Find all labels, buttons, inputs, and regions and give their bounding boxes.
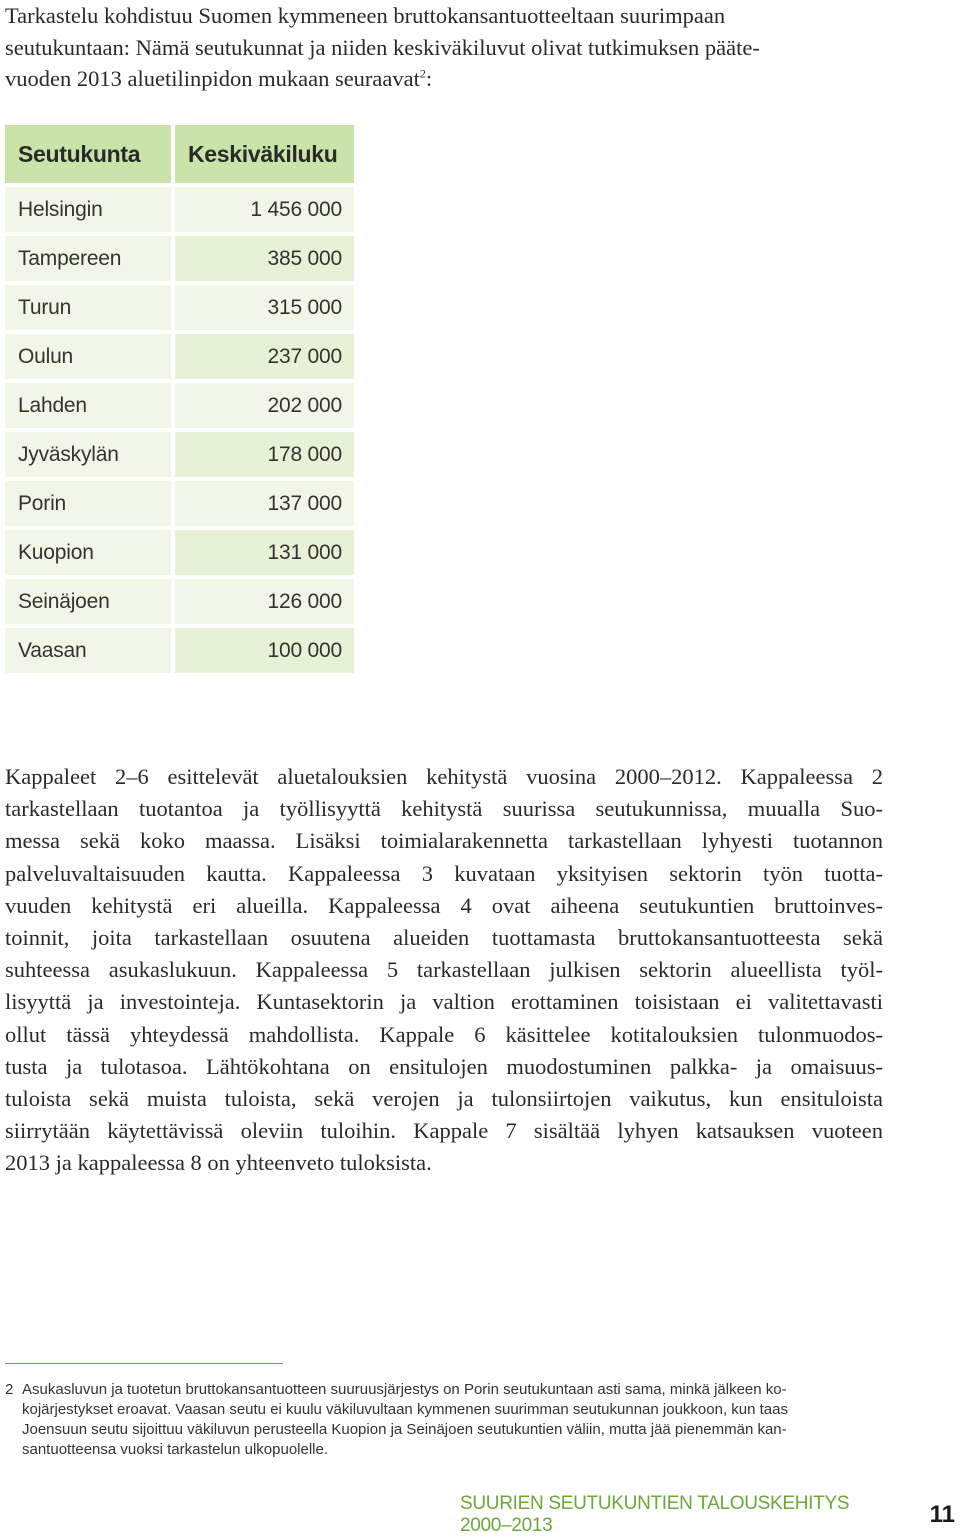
- column-header-region: Seutukunta: [5, 125, 171, 183]
- footnote-number: 2: [5, 1381, 14, 1398]
- cell-population: 385 000: [175, 236, 354, 281]
- footnote-line-text: Asukasluvun ja tuotetun bruttokansantuotteen suuruusjärjestys on Porin seutukuntaan asti sama, minkä jälkeen ko-: [22, 1381, 787, 1398]
- body-line: lisyyttä ja investointeja. Kuntasektorin ja valtion erottaminen toisistaan ei valitettavasti: [5, 989, 883, 1015]
- intro-paragraph: [5, 0, 885, 95]
- cell-region: Oulun: [5, 334, 171, 379]
- footnote-reference[interactable]: 2: [419, 66, 426, 81]
- cell-region: Vaasan: [5, 628, 171, 673]
- footnote-divider: [5, 1363, 283, 1364]
- region-population-table: [5, 125, 354, 673]
- footnote-line: santuotteensa vuoksi tarkastelun ulkopuolelle.: [22, 1441, 329, 1458]
- cell-population: 126 000: [175, 579, 354, 624]
- intro-colon: :: [425, 66, 433, 91]
- table-row: [5, 187, 354, 232]
- body-line: Kappaleet 2–6 esittelevät aluetalouksien kehitystä vuosina 2000–2012. Kappaleessa 2: [5, 764, 883, 789]
- table-row: [5, 334, 354, 379]
- table-row: [5, 579, 354, 624]
- footnote: [5, 1380, 875, 1460]
- body-line: tusta ja tulotasoa. Lähtökohtana on ensitulojen muodostuminen palkka- ja omaisuus-: [5, 1053, 883, 1079]
- page-number: 11: [929, 1501, 955, 1528]
- cell-region: Porin: [5, 481, 171, 526]
- cell-population: 202 000: [175, 383, 354, 428]
- intro-line-text: vuoden 2013 aluetilinpidon mukaan seuraavat: [5, 66, 420, 91]
- cell-region: Seinäjoen: [5, 579, 171, 624]
- body-paragraph: [5, 761, 883, 1180]
- footnote-line: Joensuun seutu sijoittuu väkiluvun perusteella Kuopion ja Seinäjoen seutukuntien väliin, mutta jää pienemmän kan-: [22, 1421, 787, 1438]
- cell-population: 178 000: [175, 432, 354, 477]
- body-line: toinnit, joita tarkastellaan osuutena alueiden tuottamasta bruttokansantuotteesta sekä: [5, 925, 883, 951]
- body-line: vuuden kehitystä eri alueilla. Kappaleessa 4 ovat aiheena seutukuntien bruttoinves-: [5, 892, 883, 918]
- cell-population: 100 000: [175, 628, 354, 673]
- intro-line: [5, 63, 885, 95]
- table-row: [5, 285, 354, 330]
- body-line: messa sekä koko maassa. Lisäksi toimialarakennetta tarkastellaan lyhyesti tuotannon: [5, 828, 883, 854]
- body-line: 2013 ja kappaleessa 8 on yhteenveto tuloksista.: [5, 1150, 432, 1176]
- running-title: SUURIEN SEUTUKUNTIEN TALOUSKEHITYS 2000–2013: [460, 1493, 850, 1536]
- cell-population: 137 000: [175, 481, 354, 526]
- body-line: palveluvaltaisuuden kautta. Kappaleessa 3 kuvataan yksityisen sektorin työn tuotta-: [5, 860, 883, 886]
- cell-population: 315 000: [175, 285, 354, 330]
- intro-line: Tarkastelu kohdistuu Suomen kymmeneen bruttokansantuotteeltaan suurimpaan: [5, 3, 726, 28]
- cell-population: 237 000: [175, 334, 354, 379]
- cell-population: 131 000: [175, 530, 354, 575]
- cell-region: Turun: [5, 285, 171, 330]
- cell-region: Helsingin: [5, 187, 171, 232]
- table-row: [5, 236, 354, 281]
- table-header-row: [5, 125, 354, 183]
- footnote-line: kojärjestykset eroavat. Vaasan seutu ei kuulu väkiluvultaan kymmenen suurimman seutukunnan joukkoon, kun taas: [22, 1401, 788, 1418]
- table-row: [5, 530, 354, 575]
- cell-region: Lahden: [5, 383, 171, 428]
- body-line: tuloista sekä muista tuloista, sekä verojen ja tulonsiirtojen vaikutus, kun ensituloista: [5, 1086, 883, 1112]
- footnote-line: [5, 1380, 875, 1400]
- intro-line: seutukuntaan: Nämä seutukunnat ja niiden keskiväkiluvut olivat tutkimuksen pääte-: [5, 34, 760, 60]
- table-row: [5, 383, 354, 428]
- table-row: [5, 432, 354, 477]
- cell-region: Kuopion: [5, 530, 171, 575]
- table-row: [5, 628, 354, 673]
- page-footer: [460, 1493, 955, 1536]
- body-line: tarkastellaan tuotantoa ja työllisyyttä kehitystä suurissa seutukunnissa, muualla Suo-: [5, 796, 883, 822]
- cell-population: 1 456 000: [175, 187, 354, 232]
- body-line: suhteessa asukaslukuun. Kappaleessa 5 tarkastellaan julkisen sektorin alueellista työl-: [5, 957, 883, 983]
- body-line: ollut tässä yhteydessä mahdollista. Kappale 6 käsittelee kotitalouksien tulonmuodos-: [5, 1021, 883, 1047]
- cell-region: Jyväskylän: [5, 432, 171, 477]
- column-header-population: Keskiväkiluku: [175, 125, 354, 183]
- cell-region: Tampereen: [5, 236, 171, 281]
- table-row: [5, 481, 354, 526]
- body-line: siirrytään käytettävissä oleviin tuloihin. Kappale 7 sisältää lyhyen katsauksen vuoteen: [5, 1118, 883, 1144]
